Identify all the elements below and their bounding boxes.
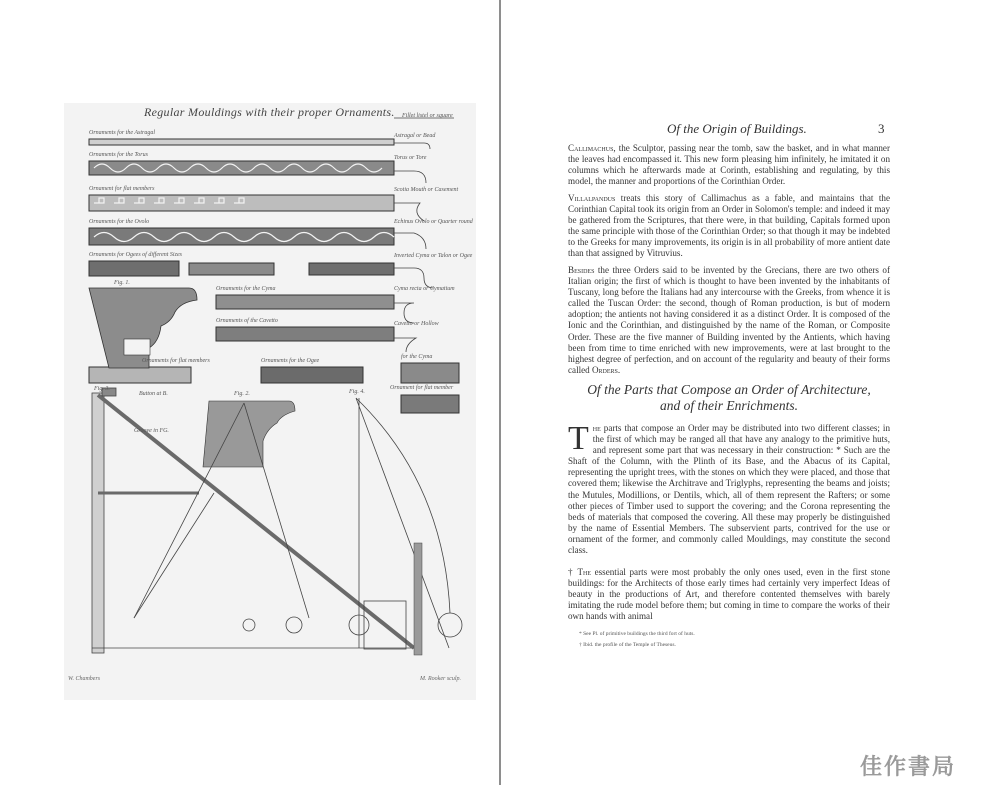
- label-side-astragal: Astragal or Bead: [394, 133, 436, 139]
- label-side-echinus: Echinus Ovolo or Quarter round: [394, 219, 473, 225]
- label-ogee-2: Ornaments for the Ogee: [261, 358, 320, 364]
- p5-mark: †: [568, 567, 578, 577]
- left-page: [0, 0, 499, 785]
- label-side-torus: Torus or Tore: [394, 155, 427, 161]
- label-cyma-2: for the Cyma: [401, 354, 433, 360]
- label-astragal: Ornaments for the Astragal: [89, 130, 156, 136]
- paragraph-4: [568, 420, 890, 556]
- p3-period: .: [617, 364, 621, 375]
- label-torus: Ornaments for the Torus: [89, 152, 148, 158]
- label-cavetto: Ornaments of the Cavetto: [216, 318, 278, 324]
- paragraph-3: [568, 265, 890, 376]
- label-fig3: Fig. 3.: [94, 386, 110, 392]
- publisher-logo: 佳作書局: [860, 755, 957, 780]
- label-side-inverted: Inverted Cyma or Talon or Ogee: [394, 253, 473, 259]
- paragraph-2: [568, 193, 890, 260]
- label-cyma: Ornaments for the Cyma: [216, 286, 276, 292]
- label-flat-member-3: Ornament for flat member: [390, 385, 454, 391]
- section-heading: [568, 382, 890, 414]
- label-groove: Groove in FG.: [134, 428, 169, 434]
- p1-lead: Callimachus: [568, 143, 614, 153]
- plate-credit-right: M. Rooker sculp.: [420, 676, 461, 682]
- p4-text: parts that compose an Order may be distributed into two different classes; in the first of which may be ranged all that have any analogy to the primitive huts, and represent some part that was necessary in their construction: * Such are the Shaft of the Column, with the Plinth of its Base, and the Abacus of its Capital, representing the upright trees, with the stones on which they were placed, and those that covered them; likewise the Architrave and Triglyphs, representing the beams and joists; the Mutules, Modillions, or Dentils, which, all of them represent the Rafters; or some other pieces of Timber used to support the covering; and the Corona representing the beds of materials that composed the covering. All these may properly be distinguished by the name of Essential Members. The subservient parts, contrived for the use or ornament of the former, and commonly called Mouldings, may constitute the second class.: [568, 423, 890, 556]
- p3-text: the three Orders said to be invented by the Grecians, there are two others of Italian origin; the first of which is thought to have been invented by the inhabitants of Tuscany, long before the Italians had any intercourse with the Greeks, from whence it is called the Tuscan Order: the second, though of Roman production, is but of modern adoption; the antients not having considered it as a distinct Order. It is composed of the Ionic and the Corinthian, and distinguished by the name of the Roman, or Composite Order. These are the five manner of Building invented by the Antients, which having been from time to time enriched with new improvements, were at last brought to the highest degree of perfection, and on account of the regularity and beauty of their forms called: [568, 265, 890, 375]
- label-fig1: Fig. 1.: [114, 280, 130, 286]
- label-fig4: Fig. 4.: [349, 389, 365, 395]
- page-number: 3: [878, 121, 885, 136]
- heading-line-1: Of the Parts that Compose an Order of Architecture,: [587, 382, 871, 397]
- p2-text: treats this story of Callimachus as a fable, and maintains that the Corinthian Capital took its origin from an Order in Solomon's temple: and indeed it may be gathered from the Scriptures, that there were, in that building, Capitals formed upon the same principle with those of the Corinthian Order; so that though it may be indebted to the Greeks for many improvements, its origin is in all probability of more antient date than that assigned by Vitruvius.: [568, 193, 890, 259]
- paragraph-1: [568, 143, 890, 187]
- p3-lead: Besides: [568, 265, 595, 275]
- label-side-scotia: Scotia Mouth or Casement: [394, 187, 459, 193]
- label-fig2: Fig. 2.: [234, 391, 250, 397]
- footnote-2: † Ibid. the profile of the Temple of Theseus.: [579, 642, 676, 648]
- label-ogees: Ornaments for Ogees of different Sizes: [89, 252, 182, 258]
- footnote-1: * See Pl. of primitive buildings the third fort of huts.: [579, 631, 695, 637]
- p1-text: , the Sculptor, passing near the tomb, saw the basket, and in what manner the leaves had encompassed it. This new form pleasing him infinitely, he imitated it on columns which he afterwards made at Corinth, establishing and regulating, by this model, the manner and proportions of the Corinthian Order.: [568, 143, 890, 187]
- engraved-plate: [64, 103, 476, 700]
- label-side-fillet: Fillet listel or square: [402, 113, 453, 119]
- label-side-cavetto: Cavetto or Hollow: [394, 321, 439, 327]
- label-flat-members-2: Ornaments for flat members: [142, 358, 210, 364]
- running-title: Of the Origin of Buildings.: [667, 121, 807, 136]
- label-side-cyma: Cyma recta or Cymatium: [394, 286, 455, 292]
- p2-lead: Villalpandus: [568, 193, 616, 203]
- plate-credit-left: W. Chambers: [68, 676, 101, 682]
- right-page: [501, 0, 1000, 785]
- plate-title: Regular Mouldings with their proper Ornaments.: [144, 105, 395, 119]
- p3-orders: Orders: [591, 364, 618, 375]
- label-ovolo: Ornaments for the Ovolo: [89, 219, 150, 225]
- p4-lead: he: [592, 423, 601, 433]
- heading-line-2: and of their Enrichments.: [660, 398, 798, 413]
- drop-cap: T: [568, 420, 589, 457]
- label-button: Button at B.: [139, 391, 168, 397]
- p5-text: essential parts were most probably the only ones used, even in the first stone buildings: for the Architects of those early times had certainly very imperfect Ideas of beauty in the productions of Art, and therefore contented themselves with barely imitating the rude model before them; but coming in time to compare the works of their own hands with animal: [568, 567, 890, 622]
- paragraph-5: [568, 567, 890, 622]
- p5-lead: The: [577, 567, 592, 577]
- label-flat-members: Ornament for flat members: [89, 186, 155, 192]
